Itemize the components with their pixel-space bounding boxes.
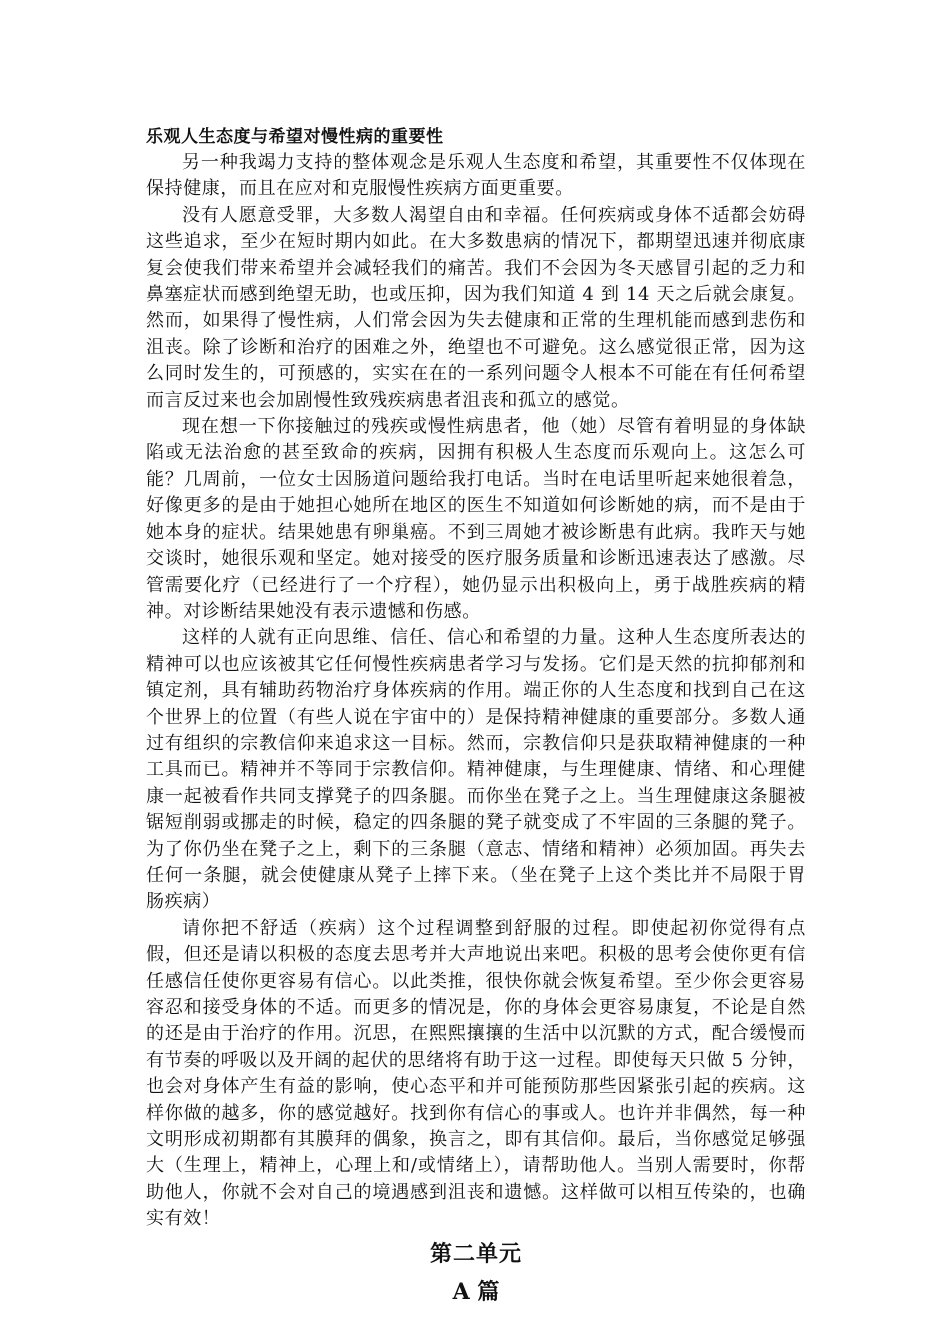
paragraph-4: 这样的人就有正向思维、信任、信心和希望的力量。这种人生态度所表达的精神可以也应该被其它任何慢性疾病患者学习与发扬。它们是天然的抗抑郁剂和镇定剂，具有辅助药物治疗身体疾病的作用。端正你的人生态度和找到自己在这个世界上的位置（有些人说在宇宙中的）是保持精神健康的重要部分。多数人通过有组织的宗教信仰来追求这一目标。然而，宗教信仰只是获取精神健康的一种工具而已。精神并不等同于宗教信仰。精神健康，与生理健康、情绪、和心理健康一起被看作共同支撑凳子的四条腿。而你坐在凳子之上。当生理健康这条腿被锯短削弱或挪走的时候，稳定的四条腿的凳子就变成了不牢固的三条腿的凳子。为了你仍坐在凳子之上，剩下的三条腿（意志、情绪和精神）必须加固。再失去任何一条腿，就会使健康从凳子上摔下来。（坐在凳子上这个类比并不局限于胃肠疾病） <box>146 627 806 913</box>
paragraph-5: 请你把不舒适（疾病）这个过程调整到舒服的过程。即使起初你觉得有点假，但还是请以积极的态度去思考并大声地说出来吧。积极的思考会使你更有信任感信任使你更容易有信心。以此类推，很快你就会恢复希望。至少你会更容易容忍和接受身体的不适。而更多的情况是，你的身体会更容易康复，不论是自然的还是由于治疗的作用。沉思，在熙熙攘攘的生活中以沉默的方式，配合缓慢而有节奏的呼吸以及开阔的起伏的思绪将有助于这一过程。即使每天只做 5 分钟，也会对身体产生有益的影响，使心态平和并可能预防那些因紧张引起的疾病。这样你做的越多，你的感觉越好。找到你有信心的事或人。也许并非偶然，每一种文明形成初期都有其膜拜的偶象，换言之，即有其信仰。最后，当你感觉足够强大（生理上，精神上，心理上和/或情绪上），请帮助他人。当别人需要时，你帮助他人，你就不会对自己的境遇感到沮丧和遗憾。这样做可以相互传染的，也确实有效！ <box>146 917 806 1230</box>
subsection-heading: A 篇 <box>452 1278 500 1305</box>
article-title: 乐观人生态度与希望对慢性病的重要性 <box>146 127 444 147</box>
section-heading: 第二单元 <box>429 1240 522 1267</box>
paragraph-3: 现在想一下你接触过的残疾或慢性病患者，他（她）尽管有着明显的身体缺陷或无法治愈的甚至致命的疾病，因拥有积极人生态度而乐观向上。这怎么可能？几周前，一位女士因肠道问题给我打电话。当时在电话里听起来她很着急，好像更多的是由于她担心她所在地区的医生不知道如何诊断她的病，而不是由于她本身的症状。结果她患有卵巢癌。不到三周她才被诊断患有此病。我昨天与她交谈时，她很乐观和坚定。她对接受的医疗服务质量和诊断迅速表达了感激。尽管需要化疗（已经进行了一个疗程），她仍显示出积极向上，勇于战胜疾病的精神。对诊断结果她没有表示遗憾和伤感。 <box>146 416 806 622</box>
document-page <box>146 124 806 1307</box>
paragraph-2: 没有人愿意受罪，大多数人渴望自由和幸福。任何疾病或身体不适都会妨碍这些追求，至少在短时期内如此。在大多数患病的情况下，都期望迅速并彻底康复会使我们带来希望并会减轻我们的痛苦。我们不会因为冬天感冒引起的乏力和鼻塞症状而感到绝望无助，也或压抑，因为我们知道 4 到 14 天之后就会康复。然而，如果得了慢性病，人们常会因为失去健康和正常的生理机能而感到悲伤和沮丧。除了诊断和治疗的困难之外，绝望也不可避免。这么感觉很正常，因为这么同时发生的，可预感的，实实在在的一系列问题令人根本不可能在有任何希望而言反过来也会加剧慢性致残疾病患者沮丧和孤立的感觉。 <box>146 204 806 411</box>
paragraph-1: 另一种我竭力支持的整体观念是乐观人生态度和希望，其重要性不仅体现在保持健康，而且在应对和克服慢性疾病方面更重要。 <box>146 152 806 200</box>
